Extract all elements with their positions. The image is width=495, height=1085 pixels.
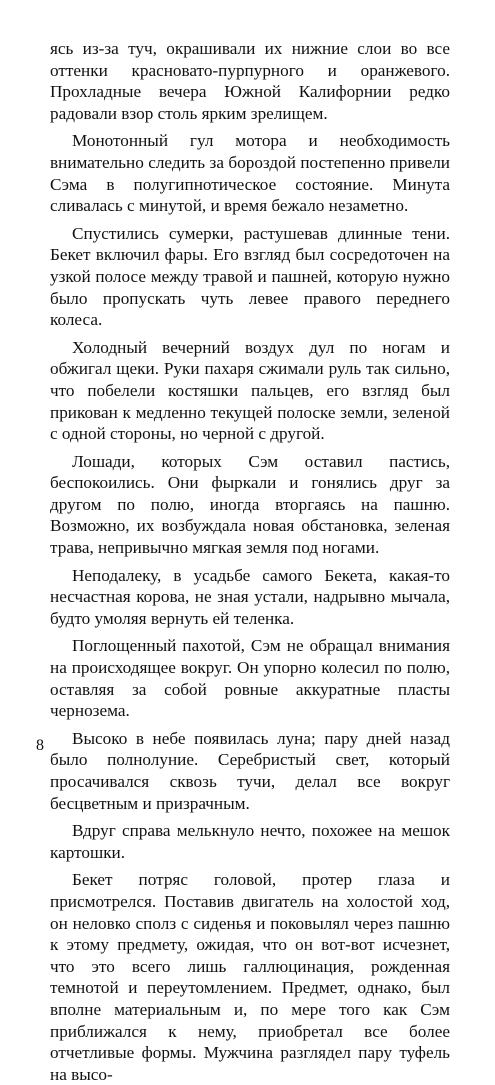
paragraph: Поглощенный пахотой, Сэм не обращал внимания на происходящее вокруг. Он упорно колесил по полю, оставляя за собой ровные аккуратные пласты чернозема. (50, 636, 450, 721)
paragraph: Вдруг справа мелькнуло нечто, похожее на мешок картошки. (50, 821, 450, 862)
paragraph: Высоко в небе появилась луна; пару дней назад было полнолуние. Серебристый свет, который просачивался сквозь тучи, делал все вокруг бесцветным и призрачным. (50, 728, 450, 813)
paragraph: Неподалеку, в усадьбе самого Бекета, какая-то несчастная корова, не зная устали, надрывно мычала, будто умоляя вернуть ей теленка. (50, 565, 450, 628)
paragraph: Холодный вечерний воздух дул по ногам и обжигал щеки. Руки пахаря сжимали руль так сильно, что побелели костяшки пальцев, его взгляд был прикован к медленно текущей полоске земли, зеленой с одной стороны, но черной с другой. (50, 337, 450, 444)
paragraph: Бекет потряс головой, протер глаза и присмотрелся. Поставив двигатель на холостой ход, он неловко сполз с сиденья и поковылял через пашню к этому предмету, ожидая, что он вот-вот исчезнет, что это всего лишь галлюцинация, рожденная темнотой и переутомлением. Предмет, однако, был вполне материальным и, по мере того как Сэм приближался к нему, приобретал все более отчетливые формы. Мужчина разглядел пару туфель на высо- (50, 870, 450, 1084)
paragraph: Монотонный гул мотора и необходимость внимательно следить за бороздой постепенно привели Сэма в полугипнотическое состояние. Минута сливалась с минутой, и время бежало незаметно. (50, 131, 450, 216)
paragraph: ясь из-за туч, окрашивали их нижние слои во все оттенки красновато-пурпурного и оранжевого. Прохладные вечера Южной Калифорнии редко радовали взор столь ярким зрелищем. (50, 39, 450, 123)
paragraph: Лошади, которых Сэм оставил пастись, беспокоились. Они фыркали и гонялись друг за другом по полю, иногда вторгаясь на пашню. Возможно, их возбуждала новая обстановка, зеленая трава, непривычно мягкая земля под ногами. (50, 451, 450, 558)
paragraph: Спустились сумерки, растушевав длинные тени. Бекет включил фары. Его взгляд был сосредоточен на узкой полосе между травой и пашней, которую нужно было пропускать чуть левее правого переднего колеса. (50, 223, 450, 330)
page-number: 8 (36, 737, 44, 754)
body-text (50, 38, 450, 1085)
